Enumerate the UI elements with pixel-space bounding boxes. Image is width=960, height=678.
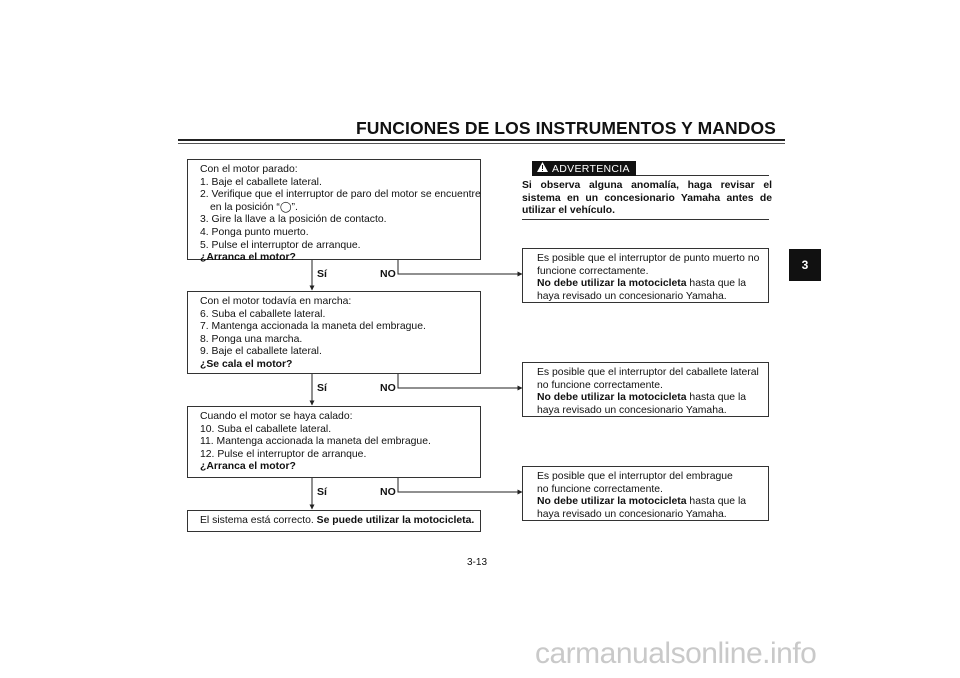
fault-box-3: [522, 466, 769, 521]
fault1-rest: hasta que la: [686, 278, 747, 290]
step2-line: 9. Baje el caballete lateral.: [200, 346, 322, 358]
step1-question: ¿Arranca el motor?: [200, 252, 296, 264]
page-number: 3-13: [467, 557, 488, 568]
warning-rule-bottom: [522, 219, 769, 220]
result-ok-line: [200, 515, 474, 528]
fault1-line: funcione correctamente.: [537, 265, 649, 277]
no-arrow-2: [398, 374, 522, 388]
step3-line: 10. Suba el caballete lateral.: [200, 423, 332, 435]
fault2-line: Es posible que el interruptor del caballete lateral: [537, 367, 759, 378]
warning-text: Si observa alguna anomalía, haga revisar el sistema en un concesionario Yamaha antes de utilizar el vehículo.: [522, 180, 772, 217]
fault3-line: [537, 496, 762, 509]
no-label-3: NO: [380, 486, 396, 498]
fault1-line: [537, 278, 762, 291]
step1-line: 1. Baje el caballete lateral.: [200, 176, 322, 188]
step2-line: 8. Ponga una marcha.: [200, 333, 303, 345]
step1-line: Con el motor parado:: [200, 164, 298, 175]
step1-line: en la posición “◯”.: [210, 201, 298, 213]
step2-line: Con el motor todavía en marcha:: [200, 296, 352, 307]
yes-label-3: Sí: [317, 486, 327, 498]
step1-line: 2. Verifique que el interruptor de paro del motor se encuentre: [200, 189, 481, 201]
step2-question: ¿Se cala el motor?: [200, 358, 293, 370]
yes-label-1: Sí: [317, 268, 327, 280]
fault3-bold: No debe utilizar la motocicleta: [537, 496, 687, 508]
fault2-bold: No debe utilizar la motocicleta: [537, 392, 687, 404]
page-title: FUNCIONES DE LOS INSTRUMENTOS Y MANDOS: [356, 118, 776, 138]
fault3-line: Es posible que el interruptor del embrague: [537, 471, 733, 482]
warning-icon: [537, 162, 548, 175]
fault2-line: no funcione correctamente.: [537, 379, 663, 391]
no-label-1: NO: [380, 268, 396, 280]
warning-badge-label: ADVERTENCIA: [552, 162, 630, 175]
fault3-line: haya revisado un concesionario Yamaha.: [537, 508, 727, 520]
fault1-line: haya revisado un concesionario Yamaha.: [537, 290, 727, 302]
yes-label-2: Sí: [317, 382, 327, 394]
no-arrow-3: [398, 478, 522, 492]
step1-line: 5. Pulse el interruptor de arranque.: [200, 239, 361, 251]
step3-line: 11. Mantenga accionada la maneta del embrague.: [200, 436, 431, 448]
fault2-line: haya revisado un concesionario Yamaha.: [537, 404, 727, 416]
step-box-3: [187, 406, 481, 478]
fault-box-2: [522, 362, 769, 417]
step1-line: 4. Ponga punto muerto.: [200, 226, 309, 238]
step3-line: 12. Pulse el interruptor de arranque.: [200, 448, 367, 460]
fault2-rest: hasta que la: [686, 392, 747, 404]
chapter-tab[interactable]: 3: [789, 249, 821, 281]
step3-line: Cuando el motor se haya calado:: [200, 411, 353, 422]
fault3-rest: hasta que la: [686, 496, 747, 508]
fault3-line: no funcione correctamente.: [537, 483, 663, 495]
step1-line: 3. Gire la llave a la posición de contacto.: [200, 214, 387, 226]
result-ok-text: El sistema está correcto.: [200, 515, 314, 526]
warning-rule-top: [636, 175, 769, 176]
step-box-2: [187, 291, 481, 374]
watermark: carmanualsonline.info: [535, 637, 817, 670]
step2-line: 7. Mantenga accionada la maneta del embrague.: [200, 321, 426, 333]
no-label-2: NO: [380, 382, 396, 394]
fault1-bold: No debe utilizar la motocicleta: [537, 278, 687, 290]
result-ok-bold: Se puede utilizar la motocicleta.: [316, 515, 475, 526]
fault2-line: [537, 392, 762, 405]
step3-question: ¿Arranca el motor?: [200, 461, 296, 473]
fault1-line: Es posible que el interruptor de punto muerto no: [537, 253, 760, 264]
step-box-1: [187, 159, 481, 264]
step2-line: 6. Suba el caballete lateral.: [200, 308, 326, 320]
result-ok-box: [187, 510, 481, 532]
fault-box-1: [522, 248, 769, 303]
warning-badge: [532, 161, 636, 176]
